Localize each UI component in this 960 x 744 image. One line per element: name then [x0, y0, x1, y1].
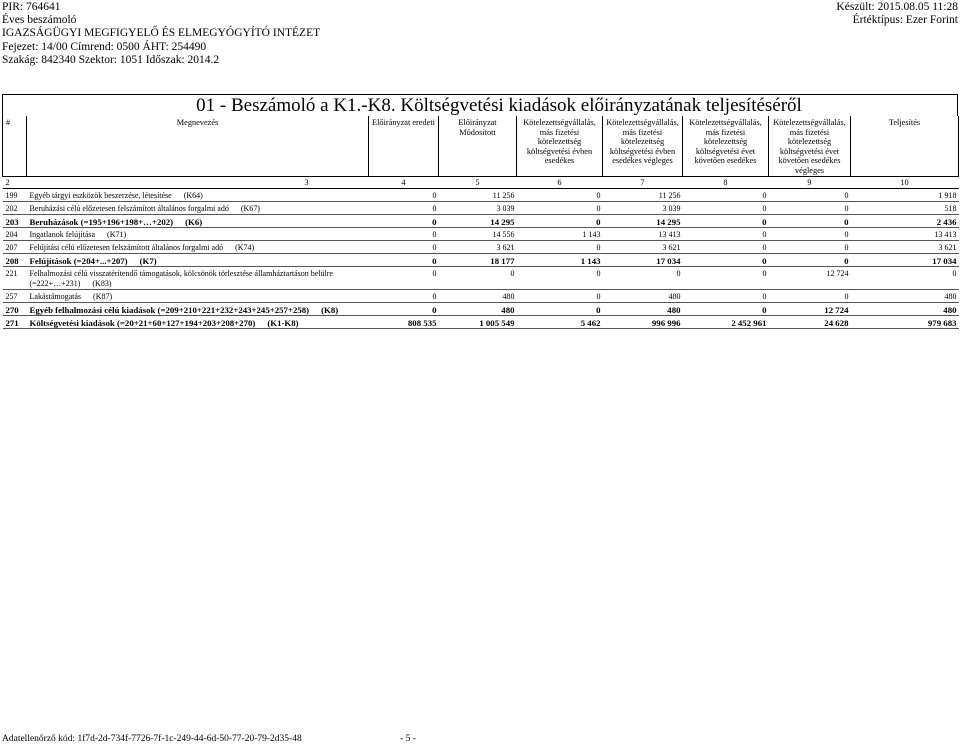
row-value: 0: [369, 201, 439, 214]
table-row: [3, 302, 959, 315]
row-value: 979 683: [851, 315, 959, 328]
row-value: 0: [683, 188, 769, 201]
row-name-cell: [27, 227, 369, 240]
column-number-row: [3, 176, 959, 188]
row-value: 0: [769, 240, 851, 253]
row-code: (K7): [139, 255, 157, 266]
header-value-type: Értéktípus: Ezer Forint: [852, 14, 958, 27]
row-value: 3 039: [603, 201, 683, 214]
col-number-6: 6: [517, 176, 603, 188]
row-name: Egyéb tárgyi eszközök beszerzése, létesítése: [29, 190, 172, 200]
row-name: Felújítási célú előzetesen felszámított általános forgalmi adó: [29, 242, 224, 252]
row-name-cell: [27, 315, 369, 328]
row-value: 0: [683, 240, 769, 253]
row-value: 0: [517, 302, 603, 315]
column-header-row: [3, 116, 959, 176]
row-value: 0: [517, 188, 603, 201]
header-institution: IGAZSÁGÜGYI MEGFIGYELŐ ÉS ELMEGYÓGYÍTÓ INTÉZET: [2, 27, 321, 40]
report-table-container: [2, 94, 958, 329]
row-value: 0: [683, 227, 769, 240]
row-number: 204: [3, 227, 27, 240]
table-row: [3, 289, 959, 302]
col-header-number: #: [3, 116, 27, 176]
row-value: 0: [369, 253, 439, 266]
row-name-cell: [27, 266, 369, 289]
row-number: 270: [3, 302, 27, 315]
row-value: 518: [851, 201, 959, 214]
row-name: Beruházási célú előzetesen felszámított általános forgalmi adó: [29, 203, 229, 213]
row-value: 0: [369, 227, 439, 240]
col-header-commit-current: Kötelezettségvállalás, más fizetési kötelezettség költségvetési évben esedékes: [517, 116, 603, 176]
row-value: 5 462: [517, 315, 603, 328]
row-code: (K1-K8): [267, 317, 299, 328]
row-name-cell: [27, 302, 369, 315]
row-value: 14 556: [439, 227, 517, 240]
row-number: 271: [3, 315, 27, 328]
row-value: 24 628: [769, 315, 851, 328]
col-number-3: 3: [27, 176, 369, 188]
row-value: 480: [851, 302, 959, 315]
col-number-8: 8: [683, 176, 769, 188]
col-header-commit-current-final: Kötelezettségvállalás, más fizetési kötelezettség költségvetési évben esedékes végleges: [603, 116, 683, 176]
row-name: Költségvetési kiadások (=20+21+60+127+194+203+208+270): [29, 317, 256, 328]
table-row: [3, 266, 959, 289]
table-row: [3, 315, 959, 328]
row-name: Felújítások (=204+...+207): [29, 255, 128, 266]
row-value: 12 724: [769, 266, 851, 289]
row-value: 0: [517, 289, 603, 302]
row-value: 0: [517, 201, 603, 214]
header-chapter: Fejezet: 14/00 Címrend: 0500 ÁHT: 254490: [2, 40, 207, 53]
row-number: 257: [3, 289, 27, 302]
row-value: 0: [517, 240, 603, 253]
row-value: 13 413: [603, 227, 683, 240]
row-value: 0: [517, 214, 603, 227]
col-header-commit-next: Kötelezettségvállalás, más fizetési kötelezettség költségvetési évet követően esedékes: [683, 116, 769, 176]
row-value: 3 621: [603, 240, 683, 253]
table-row: [3, 227, 959, 240]
col-header-commit-next-final: Kötelezettségvállalás, más fizetési kötelezettség költségvetési évet követően esedékes végleges: [769, 116, 851, 176]
row-value: 0: [683, 289, 769, 302]
row-value: 480: [603, 302, 683, 315]
row-value: 0: [439, 266, 517, 289]
row-value: 480: [439, 289, 517, 302]
table-row: [3, 253, 959, 266]
row-name: Beruházások (=195+196+198+…+202): [29, 216, 174, 227]
row-name: Egyéb felhalmozási célú kiadások (=209+210+221+232+243+245+257+258): [29, 304, 310, 315]
row-code: (K67): [240, 203, 260, 213]
row-number: 199: [3, 188, 27, 201]
row-value: 480: [851, 289, 959, 302]
col-header-modified: Előirányzat Módosított: [439, 116, 517, 176]
row-name-cell: [27, 240, 369, 253]
row-value: 12 724: [769, 302, 851, 315]
row-name-cell: [27, 289, 369, 302]
row-name: Felhalmozási célú visszatérítendő támogatások, kölcsönök törlesztése államháztartáson belülre (=222+…+231): [29, 268, 333, 288]
col-number-5: 5: [439, 176, 517, 188]
col-number-10: 10: [851, 176, 959, 188]
row-value: 1 143: [517, 253, 603, 266]
row-code: (K6): [185, 216, 203, 227]
header-created: Készült: 2015.08.05 11:28: [836, 1, 958, 13]
row-value: 0: [683, 253, 769, 266]
row-value: 480: [439, 302, 517, 315]
col-header-performance: Teljesítés: [851, 116, 959, 176]
report-header-right: [836, 1, 958, 27]
col-number-4: 4: [369, 176, 439, 188]
row-value: 14 295: [439, 214, 517, 227]
row-code: (K8): [321, 304, 339, 315]
table-row: [3, 201, 959, 214]
row-value: 0: [769, 227, 851, 240]
row-value: 0: [369, 302, 439, 315]
row-value: 2 452 961: [683, 315, 769, 328]
row-value: 3 621: [851, 240, 959, 253]
expenditure-table: [2, 116, 959, 329]
col-number-9: 9: [769, 176, 851, 188]
page-footer: [2, 734, 416, 744]
row-value: 0: [369, 188, 439, 201]
col-number-7: 7: [603, 176, 683, 188]
header-pir: PIR: 764641: [2, 1, 61, 13]
row-value: 17 034: [851, 253, 959, 266]
row-value: 0: [369, 214, 439, 227]
row-number: 221: [3, 266, 27, 289]
row-code: (K71): [107, 229, 127, 239]
row-name: Lakástámogatás: [29, 291, 82, 301]
row-value: 0: [769, 289, 851, 302]
table-row: [3, 214, 959, 227]
report-header-left: [2, 1, 320, 67]
row-value: 3 621: [439, 240, 517, 253]
row-value: 0: [369, 289, 439, 302]
row-value: 0: [769, 188, 851, 201]
row-number: 207: [3, 240, 27, 253]
col-number-2: 2: [3, 176, 27, 188]
row-value: 0: [769, 201, 851, 214]
row-value: 11 256: [439, 188, 517, 201]
header-sector: Szakág: 842340 Szektor: 1051 Időszak: 2014.2: [2, 53, 220, 66]
header-report-type: Éves beszámoló: [2, 14, 77, 27]
row-number: 203: [3, 214, 27, 227]
row-value: 2 436: [851, 214, 959, 227]
col-header-original: Előirányzat eredeti: [369, 116, 439, 176]
row-name-cell: [27, 188, 369, 201]
row-code: (K87): [93, 291, 113, 301]
row-value: 0: [369, 266, 439, 289]
row-number: 202: [3, 201, 27, 214]
row-number: 208: [3, 253, 27, 266]
row-value: 0: [851, 266, 959, 289]
row-value: 480: [603, 289, 683, 302]
row-value: 0: [683, 302, 769, 315]
row-value: 1 918: [851, 188, 959, 201]
row-value: 0: [683, 201, 769, 214]
table-row: [3, 240, 959, 253]
table-body: [3, 188, 959, 328]
row-value: 0: [769, 253, 851, 266]
row-value: 1 005 549: [439, 315, 517, 328]
footer-page-number: - 5 -: [400, 734, 416, 744]
table-row: [3, 188, 959, 201]
row-name: Ingatlanok felújítása: [29, 229, 96, 239]
row-value: 0: [683, 266, 769, 289]
row-value: 3 039: [439, 201, 517, 214]
row-code: (K64): [183, 190, 203, 200]
row-name-cell: [27, 201, 369, 214]
col-header-name: Megnevezés: [27, 116, 369, 176]
row-code: (K83): [92, 278, 112, 288]
row-value: 996 996: [603, 315, 683, 328]
row-value: 14 295: [603, 214, 683, 227]
row-code: (K74): [235, 242, 255, 252]
row-value: 18 177: [439, 253, 517, 266]
report-title: 01 - Beszámoló a K1.-K8. Költségvetési kiadások előirányzatának teljesítéséről: [2, 94, 958, 116]
row-value: 0: [769, 214, 851, 227]
row-value: 17 034: [603, 253, 683, 266]
row-value: 0: [517, 266, 603, 289]
footer-check-code: Adatellenőrző kód: 1f7d-2d-734f-7726-7f-1c-249-44-6d-50-77-20-79-2d35-48: [2, 734, 302, 744]
row-name-cell: [27, 214, 369, 227]
row-value: 0: [683, 214, 769, 227]
row-value: 11 256: [603, 188, 683, 201]
row-value: 0: [369, 240, 439, 253]
row-name-cell: [27, 253, 369, 266]
row-value: 0: [603, 266, 683, 289]
row-value: 1 143: [517, 227, 603, 240]
row-value: 808 535: [369, 315, 439, 328]
row-value: 13 413: [851, 227, 959, 240]
